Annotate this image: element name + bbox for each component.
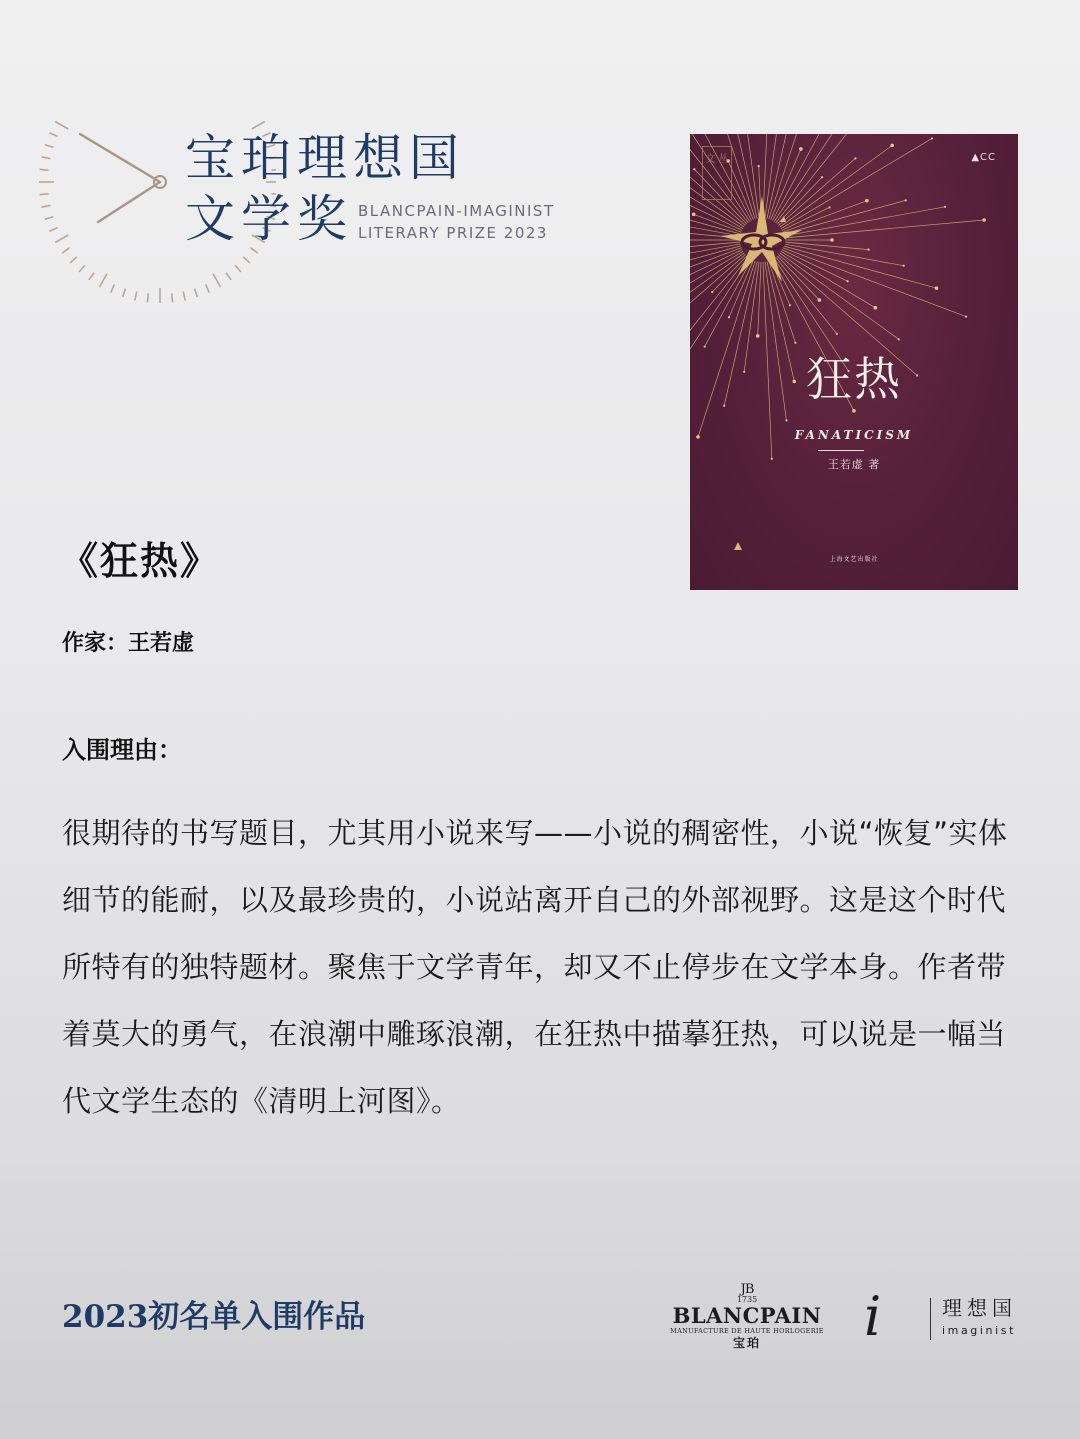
cover-sparkle: [785, 419, 787, 421]
cover-ray: [776, 134, 893, 223]
cover-ray: [779, 158, 856, 225]
cover-series-label: 文 丛: [702, 146, 732, 200]
imaginist-name-cn: 理想国: [942, 1296, 1017, 1320]
blancpain-tagline: MANUFACTURE DE HAUTE HORLOGERIE: [670, 1327, 824, 1335]
cover-ray: [781, 138, 932, 228]
cover-sparkle: [846, 280, 848, 282]
imaginist-i-icon: i: [864, 1285, 882, 1348]
dial-tick: [42, 157, 51, 159]
cover-sparkle: [982, 218, 986, 222]
cover-author: 王若虚 著: [827, 458, 881, 471]
dial-tick: [40, 194, 49, 195]
imaginist-divider: [930, 1298, 931, 1340]
dial-tick: [49, 228, 57, 232]
cover-ray: [690, 242, 740, 259]
imaginist-logo: [864, 1285, 1034, 1350]
cover-sparkle: [890, 144, 894, 148]
cover-sparkle: [818, 298, 822, 302]
dial-tick: [195, 289, 198, 298]
dial-tick: [123, 289, 126, 298]
cover-sparkle: [692, 213, 696, 217]
cover-sparkle: [799, 147, 803, 151]
logo-title-line2: 文学奖: [185, 190, 353, 248]
cover-sparkle: [830, 238, 834, 242]
blancpain-logo: [667, 1283, 827, 1353]
dial-tick: [49, 133, 57, 137]
cover-publisher: 上海文艺出版社: [829, 556, 879, 563]
dial-tick: [62, 248, 69, 253]
cover-ray: [782, 207, 830, 230]
logo-english-line1: BLANCPAIN-IMAGINIST: [358, 202, 555, 220]
cover-ray: [780, 145, 892, 227]
reason-text: 很期待的书写题目，尤其用小说来写——小说的稠密性，小说“恢复”实体细节的能耐，以及最珍贵的，小说站离开自己的外部视野。这是这个时代所特有的独特题材。聚焦于文学青年，却又不止停步在文学本身。作者带着莫大的勇气，在浪潮中雕琢浪潮，在狂热中描摹狂热，可以说是一幅当代文学生态的《清明上河图》。: [62, 816, 1008, 1118]
cover-title: 狂热: [806, 352, 902, 406]
cover-sparkle: [758, 165, 760, 167]
dial-tick: [147, 293, 148, 302]
cover-sparkle: [965, 315, 967, 317]
cover-sparkle: [821, 176, 823, 178]
cover-ray: [690, 212, 740, 236]
cover-ray: [690, 254, 745, 311]
cover-sparkle: [794, 342, 796, 344]
dial-tick: [213, 274, 221, 287]
cover-sparkle: [756, 334, 760, 338]
blancpain-brand: BLANCPAIN: [672, 1303, 822, 1328]
cover-title-english: FANATICISM: [794, 428, 914, 442]
dial-tick: [206, 284, 210, 292]
dial-tick: [235, 265, 241, 272]
book-cover: [690, 134, 1018, 590]
footer-label: 2023初名单入围作品: [62, 1299, 366, 1335]
blancpain-year: 1735: [736, 1295, 758, 1304]
dial-tick: [55, 235, 68, 243]
cover-publisher-mark: ▲CC: [971, 152, 996, 163]
dial-tick: [79, 265, 85, 272]
dial-tick: [172, 293, 173, 302]
author-line: 作家：王若虚: [62, 631, 195, 656]
dial-tick: [251, 248, 258, 253]
cover-ray: [690, 258, 750, 372]
dial-tick: [226, 273, 231, 280]
cover-sparkle: [874, 306, 878, 310]
cover-sparkle: [704, 345, 706, 347]
cover-ray: [774, 134, 857, 222]
cover-sparkle: [867, 248, 869, 250]
dial-tick: [42, 205, 51, 207]
blancpain-name-cn: 宝珀: [732, 1335, 761, 1350]
cover-ray: [690, 250, 742, 336]
cover-sparkle: [723, 405, 725, 407]
cover-sparkle: [711, 291, 713, 293]
cover-sparkle: [828, 206, 830, 208]
cover-sparkle: [905, 199, 907, 201]
cover-ray: [777, 256, 819, 300]
blancpain-monogram: JB: [740, 1282, 754, 1297]
cover-ray: [780, 253, 899, 339]
dial-tick: [111, 284, 115, 292]
cover-sparkle: [865, 199, 869, 203]
reason-heading: 入围理由：: [62, 736, 182, 764]
dial-tick: [55, 122, 68, 130]
cover-ray: [781, 251, 875, 307]
cover-sparkle: [903, 265, 905, 267]
logo-title-line1: 宝珀理想国: [185, 129, 465, 187]
cover-ray: [784, 242, 869, 250]
dial-tick: [252, 122, 265, 130]
cover-sparkle: [836, 333, 838, 335]
cover-sparkle: [728, 316, 730, 318]
dial-tick: [70, 257, 77, 263]
logo-english-line2: LITERARY PRIZE 2023: [358, 224, 548, 242]
cover-sparkle: [789, 304, 791, 306]
cover-ray: [784, 220, 984, 238]
cover-ray: [767, 134, 803, 219]
cover-ray: [758, 262, 761, 336]
dial-tick: [40, 169, 49, 170]
dial-tick: [45, 217, 54, 220]
imaginist-name-en: imaginist: [942, 1324, 1017, 1337]
cover-sparkle: [693, 168, 695, 170]
cover-divider: [818, 450, 864, 451]
dial-tick: [100, 274, 108, 287]
dial-tick: [183, 292, 185, 301]
cover-sparkle: [931, 137, 933, 139]
cover-sparkle: [935, 286, 939, 290]
cover-ray: [698, 261, 755, 437]
cover-ray: [771, 149, 801, 220]
cover-sparkle: [898, 338, 900, 340]
dial-tick: [89, 273, 94, 280]
dial-tick: [243, 257, 250, 263]
cover-sparkle: [852, 409, 856, 413]
cover-ray: [783, 246, 936, 288]
cover-sparkle: [944, 206, 946, 208]
cover-ray: [784, 207, 945, 236]
dial-tick: [45, 145, 54, 148]
dial-tick: [135, 292, 137, 301]
cover-ray: [769, 261, 796, 343]
cover-sparkle: [854, 157, 856, 159]
book-title: 《狂热》: [60, 539, 221, 583]
